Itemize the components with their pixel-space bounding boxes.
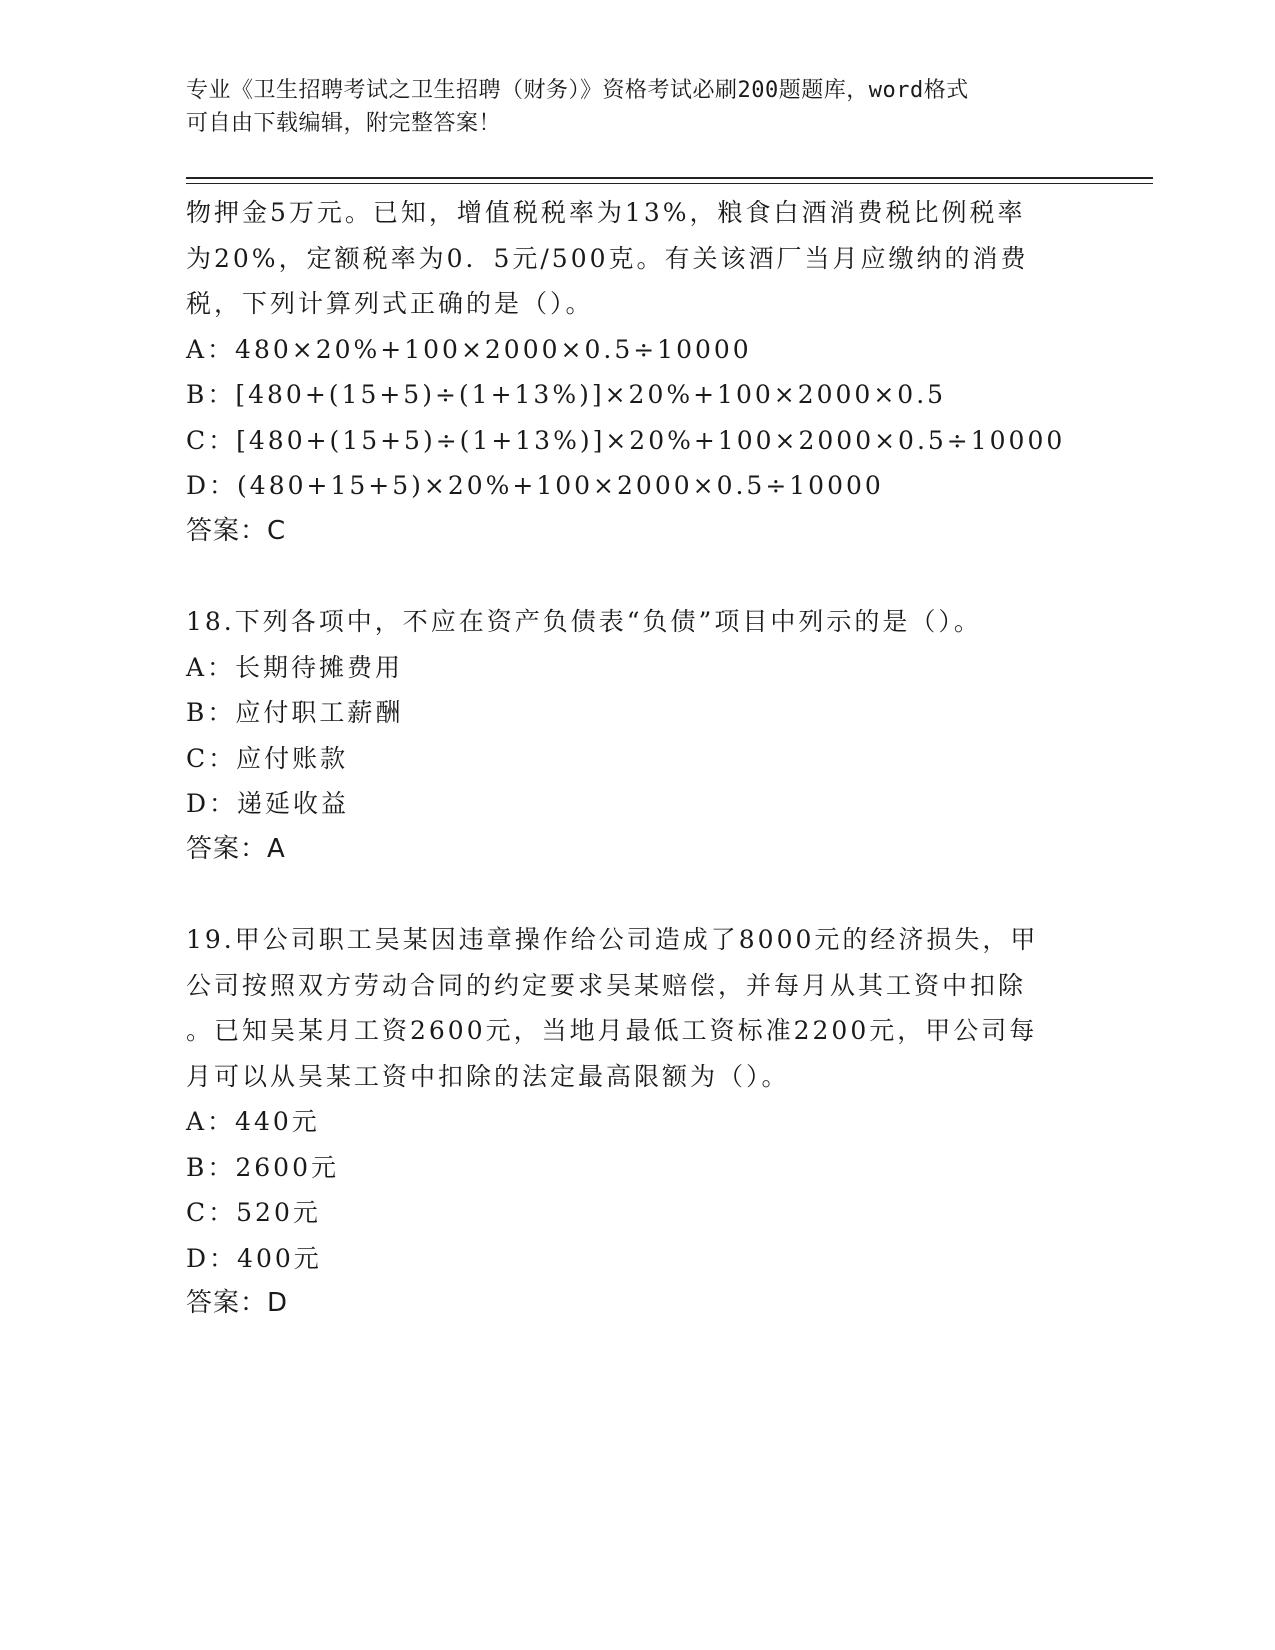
option-c: C：应付账款 — [186, 743, 349, 773]
option-d: D：递延收益 — [186, 789, 350, 818]
option-a: A：480×20%+100×2000×0.5÷10000 — [186, 334, 752, 364]
question-stem-line: 18.下列各项中，不应在资产负债表“负债”项目中列示的是（）。 — [186, 607, 982, 636]
question-19 — [186, 917, 1086, 1327]
question-stem-line: 公司按照双方劳动合同的约定要求吴某赔偿，并每月从其工资中扣除 — [186, 970, 1027, 1000]
option-d: D：(480+15+5)×20%+100×2000×0.5÷10000 — [186, 471, 884, 500]
option-d: D：400元 — [186, 1243, 322, 1273]
question-17 — [186, 190, 1086, 554]
header-divider-thick — [186, 177, 1153, 179]
question-stem-line: 月可以从吴某工资中扣除的法定最高限额为（）。 — [186, 1061, 790, 1091]
option-b: B：2600元 — [186, 1152, 339, 1182]
question-stem-line: 税，下列计算列式正确的是（）。 — [186, 289, 594, 318]
option-a: A：长期待摊费用 — [186, 652, 404, 682]
option-a: A：440元 — [186, 1107, 320, 1136]
question-stem-line: 物押金5万元。已知，增值税税率为13%，粮食白酒消费税比例税率 — [186, 198, 1026, 227]
answer: 答案：A — [186, 833, 286, 864]
answer: 答案：C — [186, 515, 287, 546]
question-stem-line: 。已知吴某月工资2600元，当地月最低工资标准2200元，甲公司每 — [186, 1016, 1038, 1045]
document-header — [186, 74, 1066, 140]
answer: 答案：D — [186, 1288, 289, 1318]
option-c: C：520元 — [186, 1198, 321, 1227]
option-c: C：[480+(15+5)÷(1+13%)]×20%+100×2000×0.5÷10000 — [186, 425, 1066, 455]
question-18 — [186, 599, 1086, 872]
question-stem-line: 为20%，定额税率为0．5元/500克。有关该酒厂当月应缴纳的消费 — [186, 243, 1029, 273]
option-b: B：[480+(15+5)÷(1+13%)]×20%+100×2000×0.5 — [186, 380, 947, 409]
header-divider-thin — [186, 183, 1153, 184]
header-line-2: 可自由下载编辑，附完整答案！ — [186, 111, 502, 136]
header-line-1: 专业《卫生招聘考试之卫生招聘（财务）》资格考试必刷200题题库，word格式 — [186, 78, 969, 103]
question-stem-line: 19.甲公司职工吴某因违章操作给公司造成了8000元的经济损失，甲 — [186, 925, 1039, 954]
document-body — [186, 190, 1086, 1327]
option-b: B：应付职工薪酬 — [186, 698, 404, 727]
